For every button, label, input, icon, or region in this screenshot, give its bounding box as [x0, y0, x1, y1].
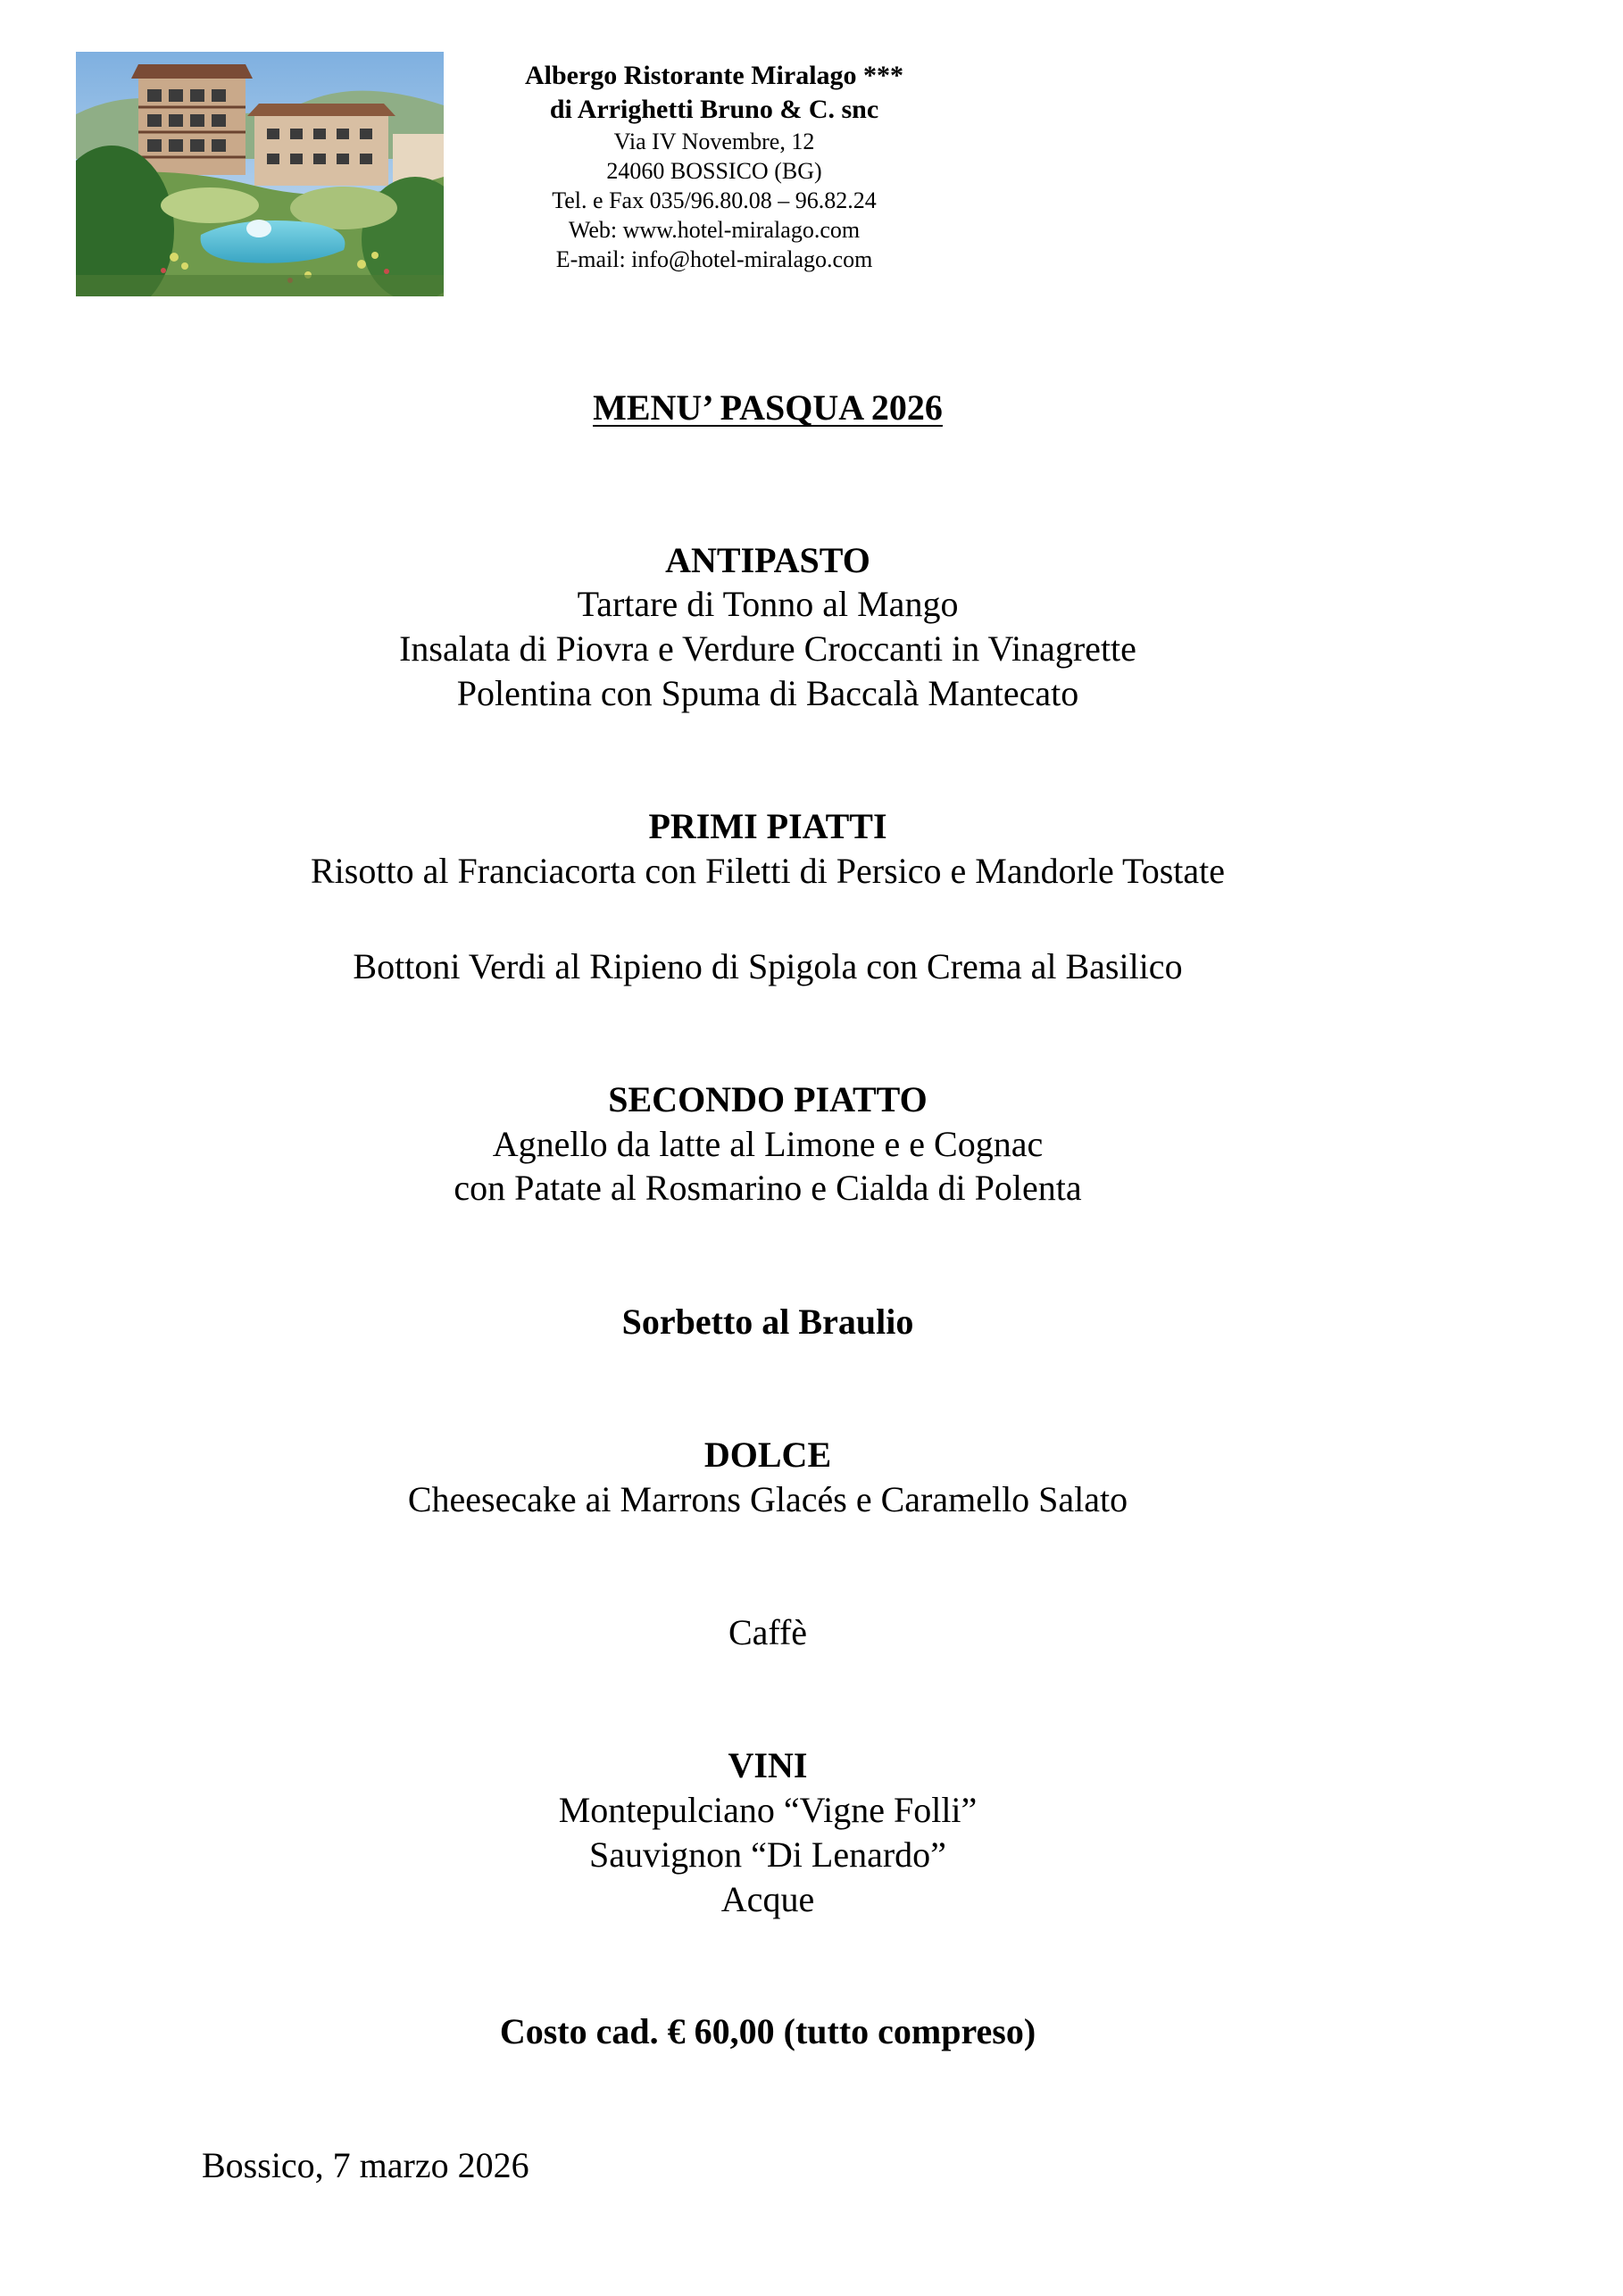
place-date: Bossico, 7 marzo 2026 — [202, 2145, 529, 2185]
wine-item: Sauvignon “Di Lenardo” — [589, 1834, 946, 1875]
dish-item: Polentina con Spuma di Baccalà Mantecato — [456, 673, 1079, 713]
hotel-web: Web: www.hotel-miralago.com — [568, 217, 861, 243]
section-heading-dolce: DOLCE — [703, 1435, 832, 1475]
wine-item: Montepulciano “Vigne Folli” — [558, 1790, 978, 1830]
menu-title: MENU’ PASQUA 2026 — [593, 387, 943, 428]
hotel-street: Via IV Novembre, 12 — [613, 129, 815, 154]
price-line: Costo cad. € 60,00 (tutto compreso) — [499, 2011, 1036, 2051]
dish-item: Agnello da latte al Limone e e Cognac — [492, 1124, 1044, 1164]
wine-item: Acque — [720, 1879, 815, 1919]
section-heading-primi: PRIMI PIATTI — [648, 806, 887, 846]
hotel-city: 24060 BOSSICO (BG) — [606, 158, 822, 184]
section-heading-vini: VINI — [728, 1745, 808, 1785]
dish-item: Insalata di Piovra e Verdure Croccanti in Vinagrette — [399, 628, 1136, 669]
caffe: Caffè — [728, 1612, 808, 1652]
dish-item: Tartare di Tonno al Mango — [577, 584, 959, 624]
hotel-email: E-mail: info@hotel-miralago.com — [555, 246, 873, 272]
dish-item: Cheesecake ai Marrons Glacés e Caramello Salato — [407, 1479, 1128, 1519]
dish-item: Risotto al Franciacorta con Filetti di Persico e Mandorle Tostate — [310, 851, 1225, 891]
hotel-phone: Tel. e Fax 035/96.80.08 – 96.82.24 — [552, 187, 877, 213]
hotel-name: Albergo Ristorante Miralago *** — [524, 61, 904, 90]
sorbetto: Sorbetto al Braulio — [621, 1302, 914, 1342]
hotel-photo — [76, 52, 444, 296]
section-heading-secondo: SECONDO PIATTO — [608, 1079, 928, 1119]
dish-item: Bottoni Verdi al Ripieno di Spigola con Crema al Basilico — [353, 946, 1183, 986]
letterhead — [464, 62, 964, 278]
section-heading-antipasto: ANTIPASTO — [665, 540, 870, 580]
hotel-owner: di Arrighetti Bruno & C. snc — [549, 95, 879, 124]
dish-item: con Patate al Rosmarino e Cialda di Polenta — [454, 1168, 1082, 1208]
